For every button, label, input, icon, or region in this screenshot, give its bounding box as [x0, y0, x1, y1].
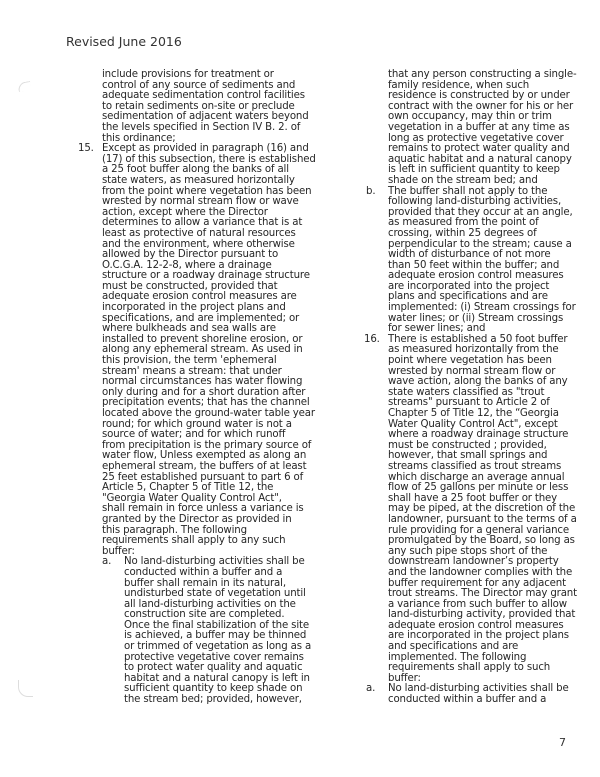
text-line: state waters classified as "trout: [388, 386, 545, 398]
page-number: 7: [559, 736, 566, 749]
text-line: habitat and a natural canopy is left in: [124, 672, 310, 684]
text-line: this provision, the term 'ephemeral: [102, 355, 277, 367]
item-15-marker: 15.: [78, 143, 94, 155]
text-line: landowner, pursuant to the terms of a: [388, 513, 577, 525]
text-line: The buffer shall not apply to the: [388, 185, 548, 197]
text-line: than 50 feet within the buffer; and: [388, 259, 560, 271]
sub-b-marker: b.: [366, 185, 376, 197]
text-line: must be constructed ; provided,: [388, 439, 547, 451]
text-line: construction site are completed.: [124, 609, 285, 621]
text-line: state waters, as measured horizontally: [102, 174, 295, 186]
text-line: must be constructed, provided that: [102, 280, 278, 292]
text-line: contract with the owner for his or her: [388, 100, 574, 112]
text-line: as measured from the point of: [388, 217, 539, 229]
text-line: from the point where vegetation has been: [102, 185, 312, 197]
text-line: incorporated in the project plans and: [102, 302, 286, 314]
sub-b-text: [388, 185, 576, 335]
text-line: "Georgia Water Quality Control Act",: [102, 492, 282, 504]
text-line: (17) of this subsection, there is established: [102, 153, 316, 165]
right-column: [364, 69, 577, 706]
text-line: determines to allow a variance that is at: [102, 217, 303, 229]
text-line: to retain sediments on-site or preclude: [102, 100, 295, 112]
text-line: adequate erosion control measures are: [102, 291, 297, 303]
text-line: for sewer lines; and: [388, 323, 486, 335]
text-line: however, that small springs and: [388, 450, 548, 462]
text-line: family residence, when such: [388, 79, 530, 91]
text-line: point where vegetation has been: [388, 355, 552, 367]
text-line: trout streams. The Director may grant: [388, 588, 577, 600]
text-line: from precipitation is the primary source of: [102, 439, 312, 451]
text-line: shade on the stream bed; and: [388, 174, 538, 186]
text-line: control of any source of sediments and: [102, 79, 296, 91]
text-line: Except as provided in paragraph (16) and: [102, 143, 309, 155]
text-line: wrested by normal stream flow or: [388, 365, 556, 377]
text-line: wave action, along the banks of any: [388, 376, 568, 388]
scan-artifact-mark: [18, 680, 33, 697]
left-continuation: [102, 70, 316, 144]
text-line: include provisions for treatment or: [102, 69, 274, 80]
text-line: conducted within a buffer and a: [388, 694, 547, 706]
text-line: water flow, Unless exempted as along an: [102, 450, 307, 462]
text-line: a 25 foot buffer along the banks of all: [102, 164, 289, 176]
text-line: any such pipe stops short of the: [388, 545, 548, 557]
text-line: residence is constructed by or under: [388, 90, 570, 102]
text-line: No land-disturbing activities shall be: [124, 556, 305, 568]
text-line: provided that they occur at an angle,: [388, 206, 573, 218]
text-line: specifications, and are implemented; or: [102, 312, 300, 324]
text-line: streams classified as trout streams: [388, 460, 562, 472]
text-line: action, except where the Director: [102, 206, 268, 218]
text-line: rule providing for a general variance: [388, 524, 569, 536]
text-line: only during and for a short duration after: [102, 386, 306, 398]
text-line: least as protective of natural resources: [102, 227, 296, 239]
text-line: normal circumstances has water flowing: [102, 376, 303, 388]
text-line: perpendicular to the stream; cause a: [388, 238, 572, 250]
sub-b: [366, 185, 576, 335]
text-line: this paragraph. The following: [102, 524, 247, 536]
text-line: installed to prevent shoreline erosion, or: [102, 333, 303, 345]
item-16-text: [388, 333, 577, 685]
text-line: adequate erosion control measures: [388, 619, 564, 631]
text-line: implemented: (i) Stream crossings for: [388, 302, 576, 314]
text-line: structure or a roadway drainage structure: [102, 270, 310, 282]
text-line: adequate sedimentation control facilities: [102, 90, 305, 102]
text-line: round; for which ground water is not a: [102, 418, 292, 430]
text-line: adequate erosion control measures: [388, 270, 564, 282]
text-line: undisturbed state of vegetation until: [124, 588, 306, 600]
text-line: requirements shall apply to any such: [102, 535, 286, 547]
text-line: buffer shall remain in its natural,: [124, 577, 286, 589]
text-line: Once the final stabilization of the site: [124, 619, 309, 631]
text-line: wrested by normal stream flow or wave: [102, 196, 299, 208]
text-line: all land-disturbing activities on the: [124, 598, 296, 610]
text-line: There is established a 50 foot buffer: [388, 333, 568, 345]
text-line: the levels specified in Section IV B. 2. of: [102, 121, 301, 133]
text-line: to protect water quality and aquatic: [124, 662, 303, 674]
text-line: land-disturbing activity, provided that: [388, 609, 576, 621]
revision-header: Revised June 2016: [66, 34, 182, 49]
text-line: water lines; or (ii) Stream crossings: [388, 312, 564, 324]
text-line: protective vegetative cover remains: [124, 651, 304, 663]
text-line: buffer requirement for any adjacent: [388, 577, 566, 589]
item-16-marker: 16.: [364, 333, 380, 345]
text-line: Article 5, Chapter 5 of Title 12, the: [102, 482, 274, 494]
text-line: aquatic habitat and a natural canopy: [388, 153, 572, 165]
text-line: requirements shall apply to such: [388, 662, 551, 674]
text-line: shall have a 25 foot buffer or they: [388, 492, 558, 504]
text-line: implemented. The following: [388, 651, 527, 663]
text-line: buffer:: [102, 545, 135, 557]
sub-a-text: [102, 557, 316, 705]
text-line: may be piped, at the discretion of the: [388, 503, 576, 515]
text-line: width of disturbance of not more: [388, 249, 551, 261]
text-line: are incorporated into the project: [388, 280, 550, 292]
item-15-sub-a: [102, 557, 316, 705]
text-line: plans and specifications and are: [388, 291, 548, 303]
text-line: is left in sufficient quantity to keep: [388, 164, 560, 176]
item-16: [364, 333, 577, 685]
text-line: and specifications and are: [388, 641, 519, 653]
text-line: Water Quality Control Act", except: [388, 418, 558, 430]
text-line: streams" pursuant to Article 2 of: [388, 397, 550, 409]
right-continuation: [388, 69, 577, 187]
sub-a2-text: [388, 684, 568, 705]
item-15: [78, 143, 316, 706]
sub-a-marker: a.: [102, 556, 112, 568]
text-line: Chapter 5 of Title 12, the “Georgia: [388, 408, 559, 419]
text-line: precipitation events; that has the channel: [102, 397, 310, 409]
text-line: allowed by the Director pursuant to: [102, 249, 279, 261]
text-line: source of water; and for which runoff: [102, 429, 286, 441]
text-line: conducted within a buffer and a: [124, 566, 283, 578]
text-line: following land-disturbing activities,: [388, 196, 562, 208]
text-line: buffer:: [388, 672, 421, 684]
text-line: No land-disturbing activities shall be: [388, 683, 569, 695]
text-line: along any ephemeral stream. As used in: [102, 344, 303, 356]
text-line: O.C.G.A. 12-2-8, where a drainage: [102, 259, 272, 271]
text-line: granted by the Director as provided in: [102, 513, 292, 525]
text-line: long as protective vegetative cover: [388, 132, 564, 144]
text-line: ephemeral stream, the buffers of at least: [102, 460, 307, 472]
text-line: own occupancy, may thin or trim: [388, 111, 552, 123]
scan-artifact-mark: [17, 81, 31, 92]
text-line: shall remain in force unless a variance is: [102, 503, 304, 515]
item-16-sub-a: [366, 683, 569, 706]
text-line: and the environment, where otherwise: [102, 238, 295, 250]
text-line: are incorporated in the project plans: [388, 630, 569, 642]
text-line: flow of 25 gallons per minute or less: [388, 482, 569, 494]
text-line: crossing, within 25 degrees of: [388, 227, 537, 239]
text-line: that any person constructing a single-: [388, 69, 577, 80]
text-line: where a roadway drainage structure: [388, 429, 569, 441]
item-15-text: [102, 144, 316, 557]
text-line: is achieved, a buffer may be thinned: [124, 630, 307, 642]
sub-a2-marker: a.: [366, 683, 376, 695]
text-line: this ordinance;: [102, 132, 176, 144]
left-column: [78, 69, 316, 706]
text-line: a variance from such buffer to allow: [388, 598, 567, 610]
text-line: sufficient quantity to keep shade on: [124, 683, 303, 695]
text-line: where bulkheads and sea walls are: [102, 323, 276, 335]
text-line: the stream bed; provided, however,: [124, 694, 302, 706]
text-line: which discharge an average annual: [388, 471, 565, 483]
text-line: stream' means a stream: that under: [102, 365, 282, 377]
text-line: remains to protect water quality and: [388, 143, 570, 155]
text-line: or trimmed of vegetation as long as a: [124, 641, 312, 653]
text-line: and the landowner complies with the: [388, 566, 573, 578]
text-line: vegetation in a buffer at any time as: [388, 121, 570, 133]
text-line: 25 feet established pursuant to part 6 of: [102, 471, 304, 483]
text-line: sedimentation of adjacent waters beyond: [102, 111, 309, 123]
text-line: downstream landowner’s property: [388, 556, 559, 568]
text-line: located above the ground-water table year: [102, 408, 315, 419]
text-line: as measured horizontally from the: [388, 344, 559, 356]
text-line: promulgated by the Board, so long as: [388, 535, 575, 547]
